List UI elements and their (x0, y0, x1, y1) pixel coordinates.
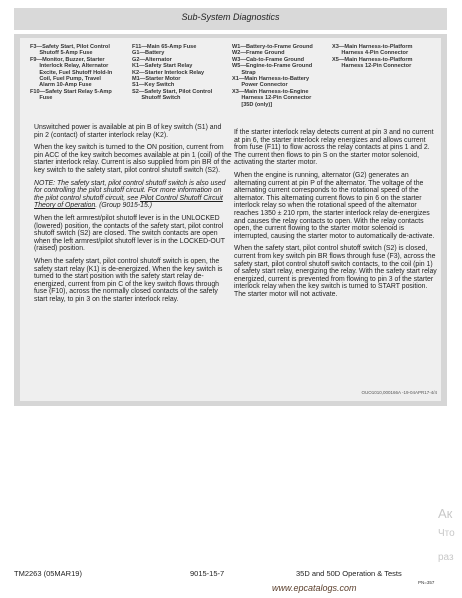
legend-item: W2—Frame Ground (232, 50, 285, 57)
paragraph: When the engine is running, alternator (G2) generates an alternating current at pin P of the alternator. The voltage of the alternating current corresponds to the rotational speed of the alternator. This alternating current flows to pin 6 on the starter interlock relay so when the rotational speed of the alternator reaches 1350 ± 210 rpm, the starter interlock relay de-energizes and causes the relay contacts to open. With the relay contacts open, the current flowing to the starter motor solenoid is interrupted, causing the starter motor to automatically de-activate. (234, 171, 435, 240)
left-text-column (34, 124, 232, 308)
legend-item: Excite, Fuel Shutoff Hold-In (30, 69, 113, 76)
legend-item: Harness 12-Pin Connector (232, 95, 312, 102)
legend-column-3 (232, 44, 313, 108)
legend-item: Strap (232, 69, 256, 76)
legend-item: X1—Main Harness-to-Battery (232, 76, 310, 83)
note-text: NOTE: The safety start, pilot control shutoff switch is also used for controlling the pilot shutoff circuit. For more information on the pilot control shutoff circuit, see (34, 179, 226, 202)
page-title: Sub-System Diagnostics (181, 12, 280, 22)
legend-item: Shutoff 5-Amp Fuse (30, 50, 93, 57)
footer-page-id: 9015-15-7 (190, 569, 225, 578)
paragraph: When the safety start, pilot control shutoff switch (S2) is closed, current from key switch pin BR flows through fuse (F3), across the safety start, pilot control shutoff switch contacts, to the coil (pin 1) of safety start relay, energizing the relay. With the safety start relay energized, current is prevented from flowing to pin 3 of the starter interlock relay when the key switch is turned to START position. The starter motor will not activate. (234, 245, 437, 298)
legend-item: Shutoff Switch (132, 95, 181, 102)
legend-item: Coil, Fuel Pump, Travel (30, 76, 101, 83)
paragraph: Unswitched power is available at pin B of key switch (S1) and pin 2 (contact) of starter interlock relay (K2). (34, 124, 222, 139)
legend-item: Harness 12-Pin Connector (332, 63, 412, 70)
paragraph: If the starter interlock relay detects current at pin 3 and no current at pin 6, the starter interlock relay energizes and allows current from fuse (F11) to flow across the relay contacts at pins 1 and 2. The current then flows to pin S on the starter motor solenoid, activating the starter motor. (234, 129, 434, 167)
legend-item: W3—Cab-to-Frame Ground (232, 56, 305, 63)
legend-column-4 (332, 44, 413, 70)
legend-item: Power Connector (232, 82, 288, 89)
footer-title: 35D and 50D Operation & Tests (296, 569, 402, 578)
content-panel (14, 34, 447, 406)
legend-item: S1—Key Switch (132, 82, 175, 89)
legend-item: Alarm 10-Amp Fuse (30, 82, 92, 89)
legend-item: W5—Engine-to-Frame Ground (232, 63, 313, 70)
legend-item: Interlock Relay, Alternator (30, 63, 109, 70)
legend-column-2 (132, 44, 212, 102)
legend-item: S2—Safety Start, Pilot Control (132, 88, 213, 95)
legend-column-1 (30, 44, 112, 102)
legend-item: W1—Battery-to-Frame Ground (232, 44, 313, 50)
content-panel-inner (20, 38, 441, 401)
header-bar (14, 8, 447, 30)
overlay-text: Ак (438, 506, 453, 521)
legend-item: M1—Starter Motor (132, 76, 181, 83)
overlay-text: Что (438, 528, 455, 539)
legend-item: [35D (only)] (232, 101, 273, 108)
legend-item: X3—Main Harness-to-Engine (232, 88, 309, 95)
legend-item: F11—Main 65-Amp Fuse (132, 44, 197, 50)
legend-item: F3—Safety Start, Pilot Control (30, 44, 110, 50)
legend-item: F10—Safety Start Relay 5-Amp (30, 88, 112, 95)
legend-item: Fuse (30, 95, 53, 102)
legend-item: K2—Starter Interlock Relay (132, 69, 205, 76)
document-reference: OUO1010,000166A -19-04APR17-4/4 (361, 390, 437, 395)
paragraph: When the left armrest/pilot shutoff lever is in the UNLOCKED (lowered) position, the contacts of the safety start, pilot control shutoff switch (S2) are closed. The switch contacts are open when the left armrest/pilot shutoff lever is in the LOCKED-OUT (raised) position. (34, 214, 225, 253)
note-paragraph (34, 180, 232, 210)
legend-item: G2—Alternator (132, 56, 172, 63)
legend-item: X3—Main Harness-to-Platform (332, 44, 413, 50)
overlay-text: раз (438, 552, 454, 563)
paragraph: When the key switch is turned to the ON position, current from pin ACC of the key switch becomes available at pin 1 (coil) of the starter interlock relay. Current is also supplied from pin BR of the key switch to the safety start, pilot control shutoff switch (S2). (34, 144, 232, 174)
footer-page-number: PN=357 (418, 580, 435, 585)
legend-item: F9—Monitor, Buzzer, Starter (30, 56, 105, 63)
footer-manual-id: TM2263 (05MAR19) (14, 569, 82, 578)
legend-item: X5—Main Harness-to-Platform (332, 56, 413, 63)
note-suffix: . (Group 9015-15.) (95, 202, 152, 210)
paragraph: When the safety start, pilot control shutoff switch is open, the safety start relay (K1) is de-energized. When the key switch is turned to the start position with the safety start relay de-energized, current from pin C of the key switch flows through fuse (F10), across the normally closed contacts of the safety start relay, to pin 3 on the starter interlock relay. (34, 257, 223, 303)
cross-reference-link[interactable]: Pilot Control Shutoff Circuit Theory of Operation (34, 194, 223, 210)
right-text-column (234, 129, 439, 303)
legend-item: G1—Battery (132, 50, 165, 57)
watermark-link[interactable]: www.epcatalogs.com (272, 583, 357, 593)
legend-item: Harness 4-Pin Connector (332, 50, 409, 57)
legend-item: K1—Safety Start Relay (132, 63, 193, 70)
